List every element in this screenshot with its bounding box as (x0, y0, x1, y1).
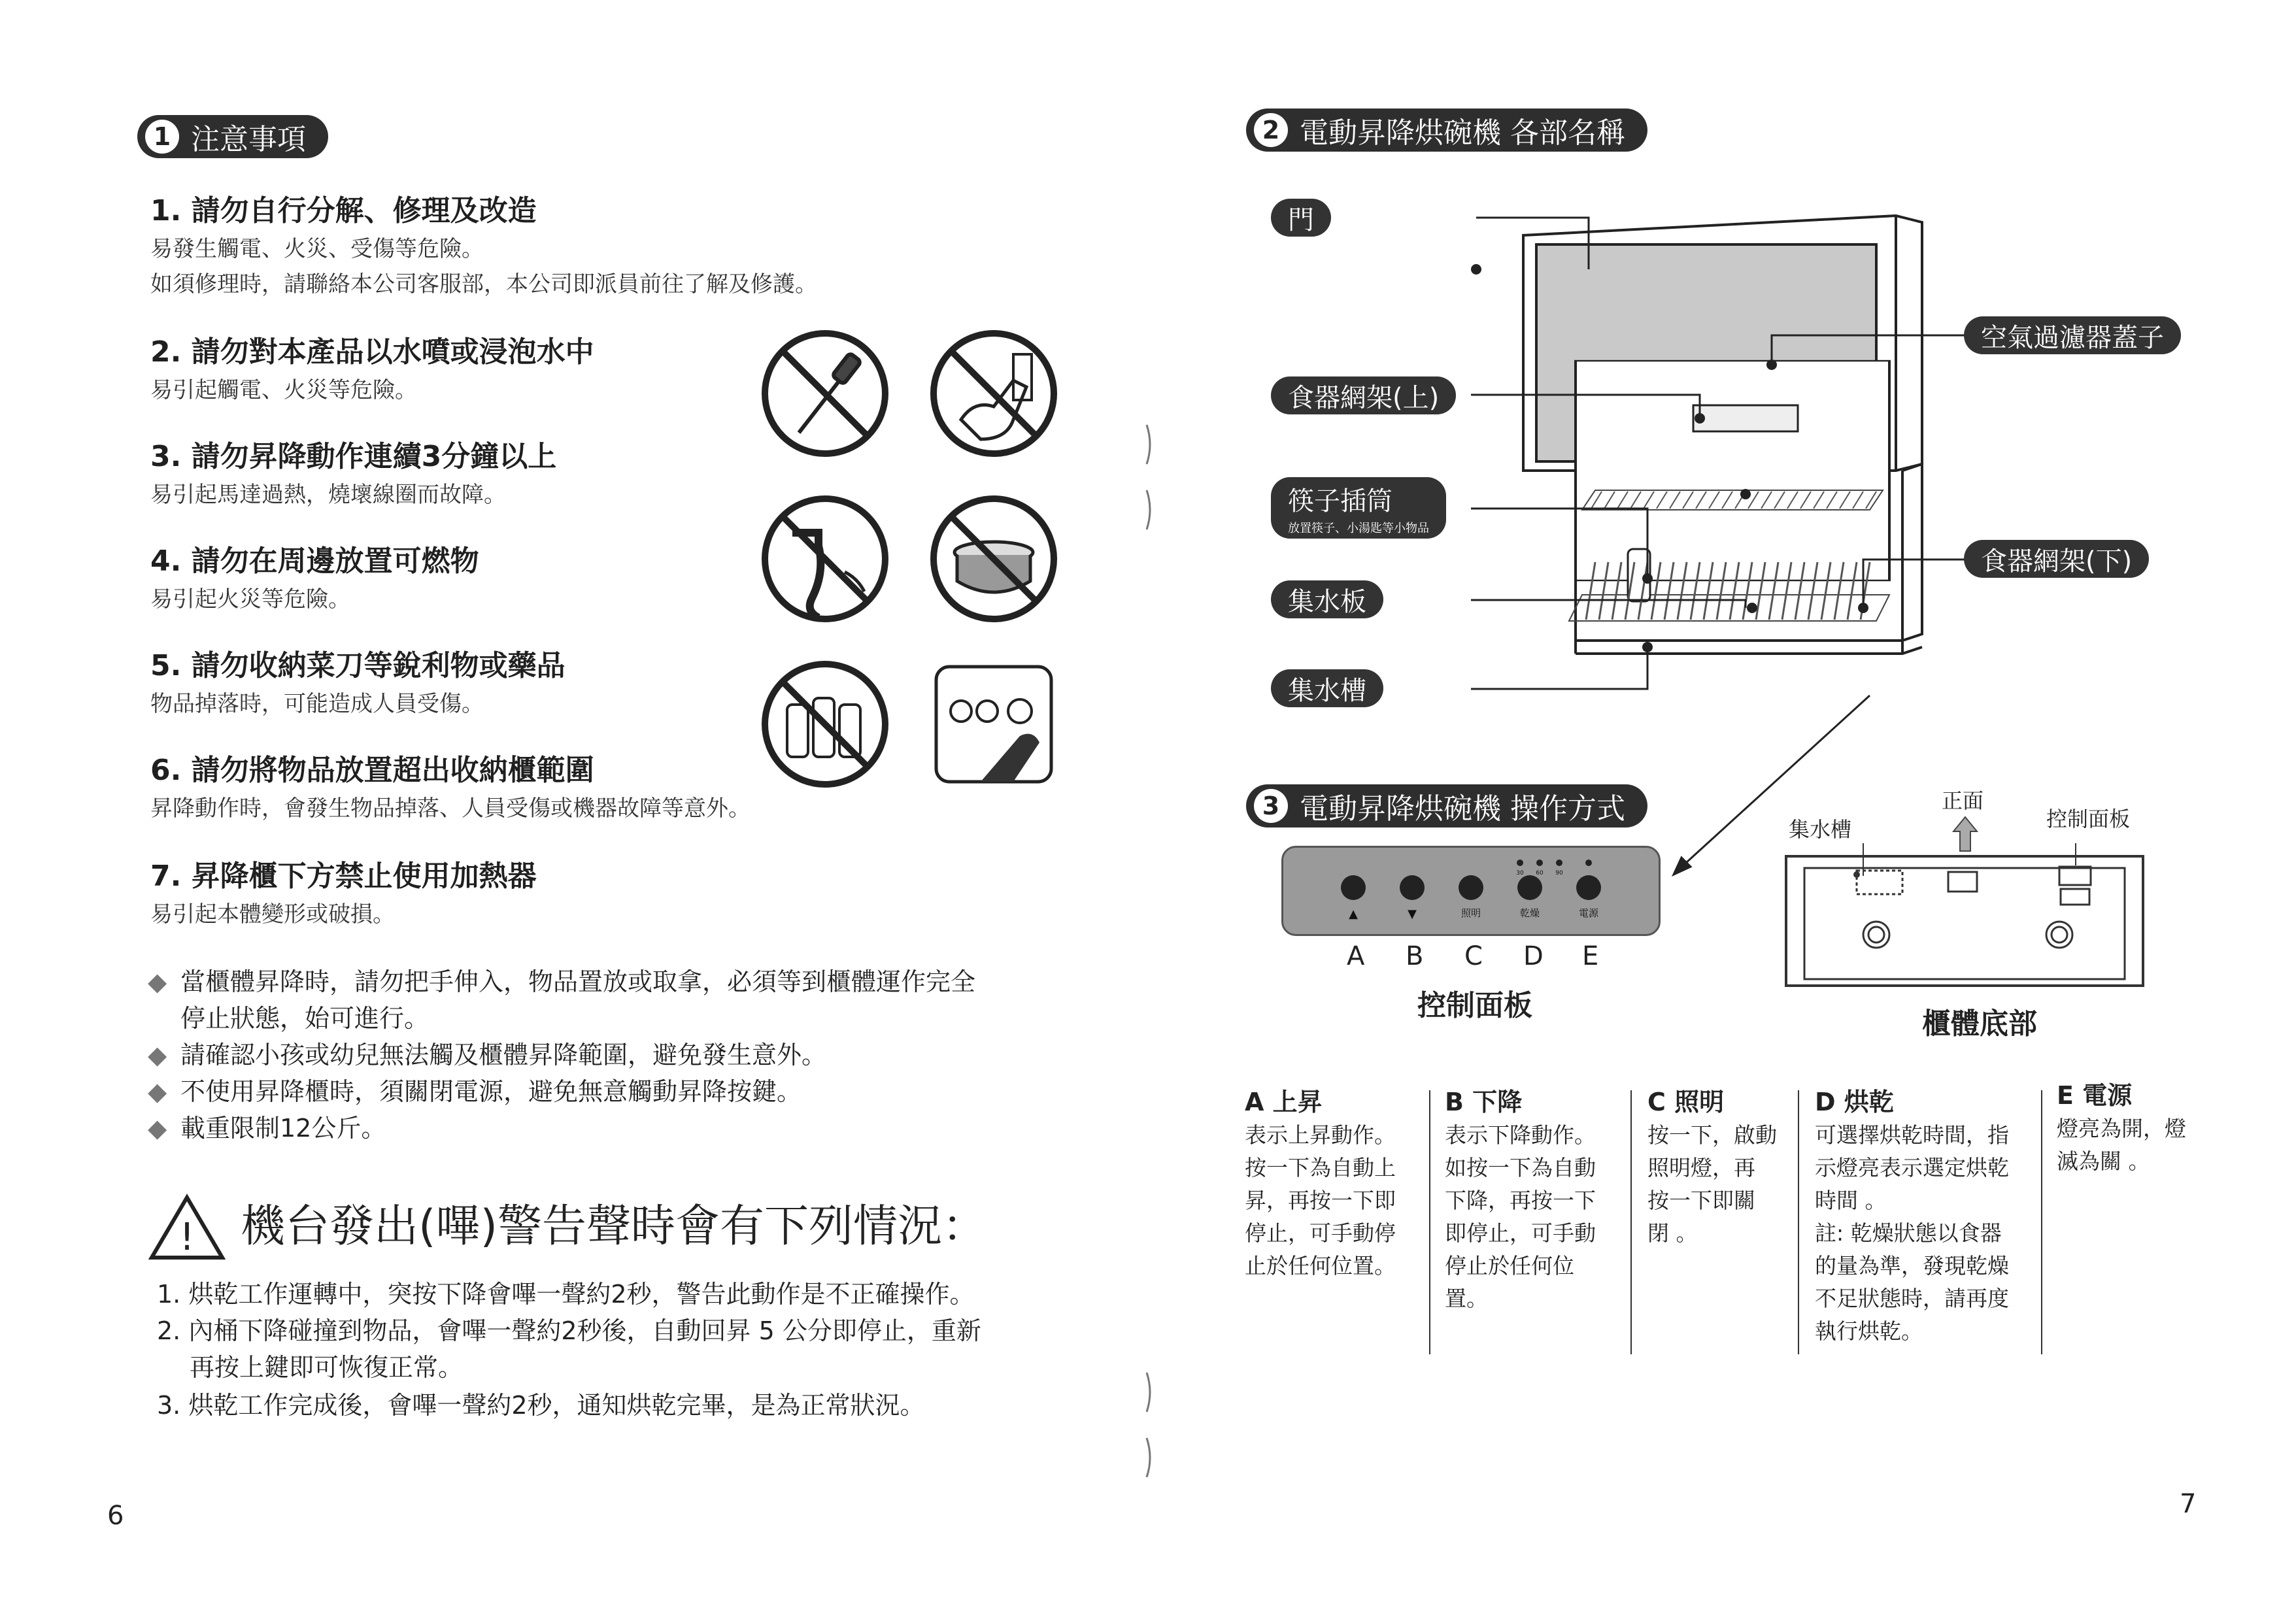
caution-desc: 物品掉落時，可能造成人員受傷。 (150, 691, 484, 717)
notice-bullet-cont: 停止狀態，始可進行。 (180, 1004, 430, 1033)
label-door: 門 (1271, 199, 1331, 237)
section-number: 2 (1254, 113, 1288, 147)
caution-desc: 昇降動作時，會發生物品掉落、人員受傷或機器故障等意外。 (150, 795, 751, 822)
bottom-control-panel-label: 控制面板 (2046, 807, 2131, 831)
caution-title: 3. 請勿昇降動作連續3分鐘以上 (150, 440, 557, 473)
control-head: D 烘乾 (1815, 1088, 1894, 1116)
notice-bullet: ◆ 不使用昇降櫃時，須關閉電源，避免無意觸動昇降按鍵。 (148, 1077, 802, 1106)
timer-led-30 (1517, 860, 1523, 866)
power-led (1585, 860, 1592, 866)
caution-title: 2. 請勿對本產品以水噴或浸泡水中 (150, 335, 594, 369)
caution-title: 4. 請勿在周邊放置可燃物 (150, 544, 479, 578)
timer-led-60 (1536, 860, 1543, 866)
control-desc-c (1647, 1085, 1844, 1250)
control-head: C 照明 (1647, 1088, 1725, 1116)
letter-e: E (1582, 941, 1599, 971)
up-button (1341, 875, 1366, 900)
letter-c: C (1464, 941, 1483, 971)
control-head: E 電源 (2057, 1081, 2133, 1110)
timer-label-60: 60 (1536, 870, 1544, 877)
notice-bullet: ◆ 當櫃體昇降時，請勿把手伸入，物品置放或取拿，必須等到櫃體運作完全 (148, 967, 976, 996)
chopstick-subtitle: 放置筷子、小湯匙等小物品 (1288, 521, 1429, 535)
gutter-marks (1138, 418, 1164, 1477)
caution-title: 7. 昇降櫃下方禁止使用加熱器 (150, 860, 537, 893)
caution-desc: 易引起觸電、火災等危險。 (150, 377, 417, 403)
control-desc-b (1445, 1085, 1641, 1315)
section-title: 電動昇降烘碗機 操作方式 (1300, 792, 1625, 826)
front-label: 正面 (1942, 788, 1984, 813)
column-divider (1429, 1090, 1430, 1354)
power-button (1576, 875, 1601, 900)
control-head: A 上昇 (1245, 1088, 1323, 1116)
column-divider (1630, 1090, 1632, 1354)
section-title: 注意事項 (191, 123, 306, 156)
caution-title: 5. 請勿收納菜刀等銳利物或藥品 (150, 649, 566, 682)
btn-label-power: 電源 (1578, 907, 1599, 919)
notice-bullet: ◆ 請確認小孩或幼兒無法觸及櫃體昇降範圍，避免發生意外。 (148, 1041, 827, 1069)
control-body: 可選擇烘乾時間，指 示燈亮表示選定烘乾 時間 。 註: 乾燥狀態以食器 的量為準，發現乾燥 不足狀態時，請再度 執行烘乾。 (1815, 1122, 2009, 1344)
letter-b: B (1406, 941, 1424, 971)
control-body: 表示上昇動作。 按一下為自動上 昇，再按一下即 停止，可手動停 止於任何位置。 (1245, 1122, 1396, 1278)
control-desc-a (1245, 1085, 1441, 1282)
timer-label-30: 30 (1516, 870, 1524, 877)
notice-bullet: ◆ 載重限制12公斤。 (148, 1114, 386, 1143)
label-dish-rack-lower: 食器網架(下) (1964, 540, 2149, 578)
light-button (1459, 875, 1483, 900)
control-panel-caption: 控制面板 (1417, 989, 1532, 1022)
cabinet-bottom-caption: 櫃體底部 (1922, 1007, 2037, 1041)
btn-label-dry: 乾燥 (1519, 907, 1540, 919)
caution-title: 1. 請勿自行分解、修理及改造 (150, 194, 537, 227)
cabinet-bottom-diagram (1785, 843, 2144, 1000)
section-3-header (1246, 784, 1647, 827)
label-dish-rack-upper: 食器網架(上) (1271, 376, 1456, 414)
caution-title: 6. 請勿將物品放置超出收納櫃範圍 (150, 754, 594, 787)
chopstick-title: 筷子插筒 (1288, 486, 1393, 516)
label-drip-board: 集水板 (1271, 580, 1383, 618)
beep-condition: 3. 烘乾工作完成後，會嗶一聲約2秒，通知烘乾完畢，是為正常狀況。 (157, 1391, 925, 1420)
down-button (1400, 875, 1425, 900)
control-panel-buttons (1281, 846, 1661, 936)
warning-title: 機台發出(嗶)警告聲時會有下列情況： (241, 1201, 987, 1252)
control-desc-d (1815, 1085, 2050, 1348)
timer-label-90: 90 (1555, 870, 1563, 877)
control-body: 按一下，啟動 照明燈，再 按一下即關 閉 。 (1647, 1122, 1777, 1246)
caution-desc: 易發生觸電、火災、受傷等危險。 (150, 236, 484, 262)
control-head: B 下降 (1445, 1088, 1523, 1116)
label-air-filter-cover: 空氣過濾器蓋子 (1964, 316, 2181, 354)
control-desc-e (2057, 1078, 2253, 1178)
warning-mark: ! (179, 1214, 195, 1259)
label-chopstick-holder (1271, 477, 1446, 539)
btn-label-light: 照明 (1460, 907, 1481, 919)
letter-a: A (1347, 941, 1365, 971)
caution-desc: 易引起馬達過熱，燒壞線圈而故障。 (150, 482, 506, 508)
page-number-right: 7 (2180, 1489, 2197, 1519)
caution-desc: 易引起火災等危險。 (150, 586, 350, 612)
caution-desc: 易引起本體變形或破損。 (150, 901, 395, 927)
control-body: 表示下降動作。 如按一下為自動 下降，再按一下 即停止，可手動 停止於任何位 置。 (1445, 1122, 1596, 1311)
control-body: 燈亮為開，燈 滅為關 。 (2057, 1116, 2186, 1174)
letter-d: D (1523, 941, 1544, 971)
beep-condition: 1. 烘乾工作運轉中，突按下降會嗶一聲約2秒，警告此動作是不正確操作。 (157, 1280, 975, 1309)
page-number-left: 6 (107, 1501, 124, 1531)
beep-condition: 2. 內桶下降碰撞到物品，會嗶一聲約2秒後，自動回昇 5 公分即停止，重新 (157, 1316, 981, 1345)
btn-label-down: ▼ (1408, 907, 1417, 921)
section-title: 電動昇降烘碗機 各部名稱 (1300, 116, 1625, 150)
column-divider (2041, 1090, 2042, 1354)
timer-led-90 (1556, 860, 1562, 866)
beep-condition-cont: 再按上鍵即可恢復正常。 (190, 1353, 464, 1382)
section-number: 3 (1254, 789, 1288, 823)
section-number: 1 (145, 120, 179, 154)
bottom-drip-tray-label: 集水槽 (1789, 817, 1852, 842)
dry-button (1517, 875, 1542, 900)
label-drip-tray: 集水槽 (1271, 669, 1383, 707)
btn-label-up: ▲ (1349, 907, 1358, 921)
column-divider (1798, 1090, 1799, 1354)
caution-desc: 如須修理時，請聯絡本公司客服部，本公司即派員前往了解及修護。 (150, 271, 817, 297)
